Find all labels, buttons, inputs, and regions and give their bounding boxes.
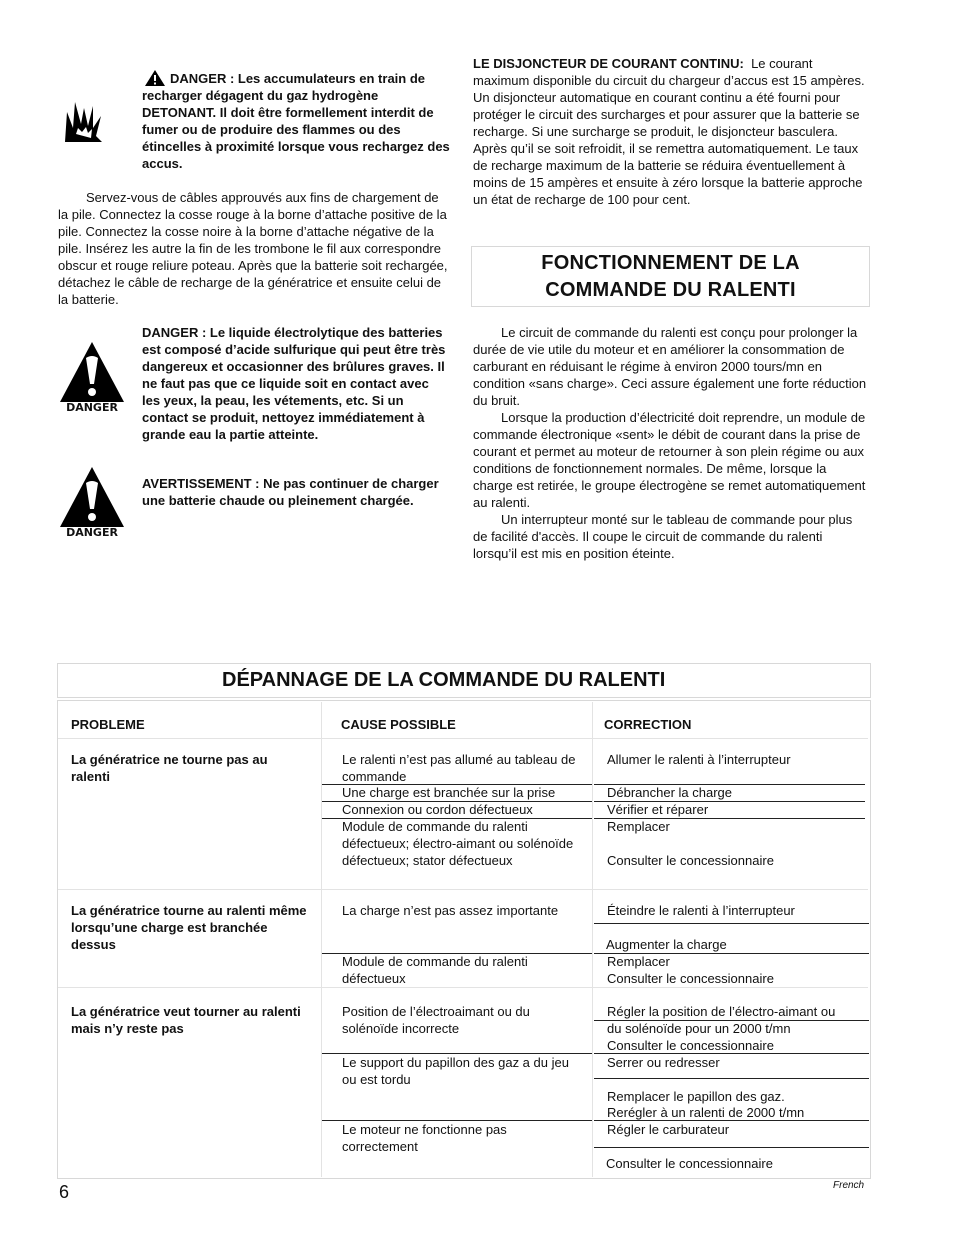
correction-consult-dealer: Consulter le concessionnaire — [606, 1156, 773, 1171]
explosion-icon — [62, 98, 104, 146]
cause-throttle-bracket: Le support du papillon des gaz a du jeu ou est tordu — [342, 1055, 569, 1087]
cause-load-connected: Une charge est branchée sur la prise — [342, 785, 556, 800]
charging-instructions-text: Servez-vous de câbles approuvés aux fins de chargement de la pile. Connectez la cosse rouge à la borne d’attache positive de la pile. Connectez la cosse noire à la borne d’attache négative de la pile. Insérez les autre la fin de les trombone le fil aux correspondre obscur et rouge reliure poteau. Après que la batterie soit rechargée, détachez le câble de recharge de la génératrice et ensuite celui de la batterie. — [58, 190, 448, 307]
cause-bad-connection: Connexion ou cordon défectueux — [342, 802, 533, 817]
problem-does-not-stay-idle: La génératrice veut tourner au ralenti mais n’y reste pas — [71, 1004, 301, 1036]
problem-not-idling: La génératrice ne tourne pas au ralenti — [71, 752, 268, 784]
correction-adjust-solenoid: Régler la position de l’électro-aimant ou — [607, 1004, 836, 1019]
correction-turn-off-idle: Éteindre le ralenti à l’interrupteur — [607, 903, 795, 918]
correction-replace: Remplacer — [607, 954, 670, 969]
danger-electrolyte-notice — [142, 324, 446, 443]
idle-control-title-line2: COMMANDE DU RALENTI — [545, 279, 796, 301]
correction-consult-dealer: Consulter le concessionnaire — [607, 1038, 774, 1053]
problem-idles-under-load: La génératrice tourne au ralenti même lorsqu’une charge est branchée dessus — [71, 903, 307, 952]
idle-control-title — [472, 247, 869, 304]
danger-hydrogen-text: DANGER : Les accumulateurs en train de recharger dégagent du gaz hydrogène DETONANT. Il doit être formellement interdit de fumer ou de produire des flammes ou des étincelles à proximité lorsque vous rechargez des accus. — [142, 71, 450, 171]
troubleshooting-title: DÉPANNAGE DE LA COMMANDE DU RALENTI — [222, 669, 666, 691]
idle-control-title-line1: FONCTIONNEMENT DE LA — [541, 252, 800, 274]
correction-adjust-solenoid-rpm: du solénoïde pour un 2000 t/mn — [607, 1021, 791, 1036]
danger-hydrogen-notice — [142, 70, 450, 172]
cause-solenoid-position: Position de l’électroaimant ou du solénoïde incorrecte — [342, 1004, 530, 1036]
page-number: 6 — [59, 1182, 70, 1202]
danger-icon-label: DANGER — [66, 401, 118, 414]
idle-control-header-box — [471, 246, 870, 307]
correction-turn-on-idle: Allumer le ralenti à l’interrupteur — [607, 752, 791, 767]
breaker-section — [473, 55, 867, 208]
footer-language: French — [833, 1180, 865, 1191]
correction-readjust-idle: Rerégler à un ralenti de 2000 t/mn — [607, 1105, 805, 1120]
breaker-text: Le courant maximum disponible du circuit du chargeur d’accus est 15 ampères. Un disjoncteur automatique en courant continu a été fourni pour protéger le circuit des surcharges et pour assurer que la batterie se recharge. Si une surcharge se produit, le disjoncteur basculera. Après qu’il se soit refroidit, il se remettra automatiquement. Le taux de recharge maximum de la batterie se réduira éventuellement à moins de 15 ampères et ensuite à zéro lorsque la batterie approche un état de recharge de 100 pour cent. — [473, 56, 865, 207]
correction-replace: Remplacer — [607, 819, 670, 834]
idle-para-3: Un interrupteur monté sur le tableau de commande pour plus de facilité d'accès. Il coupe le circuit de commande du ralenti lorsqu’il est mis en position éteinte. — [473, 512, 853, 561]
warning-hot-battery-notice — [142, 475, 442, 509]
idle-control-description — [473, 324, 867, 562]
danger-icon-label: DANGER — [66, 526, 118, 539]
correction-increase-load: Augmenter la charge — [606, 937, 727, 952]
idle-para-1: Le circuit de commande du ralenti est conçu pour prolonger la durée de vie utile du moteur et en améliorer la consommation de carburant en réduisant le régime à environ 2000 tours/mn en condition «sans charge». Ceci assure également une forte réduction du bruit. — [473, 325, 867, 408]
warning-hot-battery-text: AVERTISSEMENT : Ne pas continuer de charger une batterie chaude ou pleinement chargée. — [142, 476, 439, 508]
cause-idle-switch-off: Le ralenti n’est pas allumé au tableau de commande — [342, 752, 576, 784]
cause-faulty-module: Module de commande du ralenti défectueux; électro-aimant ou solénoïde défectueux; stator défectueux — [342, 819, 574, 868]
correction-replace-throttle: Remplacer le papillon des gaz. — [607, 1089, 785, 1104]
correction-consult-dealer: Consulter le concessionnaire — [607, 853, 774, 868]
column-header-problem: PROBLEME — [71, 717, 145, 732]
correction-check-repair: Vérifier et réparer — [607, 802, 709, 817]
column-header-correction: CORRECTION — [604, 717, 692, 732]
column-header-cause: CAUSE POSSIBLE — [341, 717, 456, 732]
idle-para-2: Lorsque la production d’électricité doit reprendre, un module de commande électronique «sent» le débit de courant dans la prise de courant et permet au moteur de retourner à son plein régime ou aux conditions de fonctionnement normales. De même, lorsque la charge est retirée, le groupe électrogène se remet automatiquement au ralenti. — [473, 410, 866, 510]
cause-engine-malfunction: Le moteur ne fonctionne pas correctement — [342, 1122, 507, 1154]
danger-electrolyte-text: DANGER : Le liquide électrolytique des batteries est composé d’acide sulfurique qui peut être très dangereux et occasionner des brûlures graves. Il ne faut pas que ce liquide soit en contact avec les yeux, la peau, les vétements, etc. Si un contact se produit, nettoyez immédiatement à grande eau la partie atteinte. — [142, 325, 446, 442]
danger-icon — [58, 465, 126, 543]
correction-tighten-straighten: Serrer ou redresser — [607, 1055, 720, 1070]
cause-load-too-small: La charge n’est pas assez importante — [342, 903, 559, 918]
correction-unplug-load: Débrancher la charge — [607, 785, 733, 800]
troubleshooting-header-box — [57, 663, 871, 698]
breaker-title: LE DISJONCTEUR DE COURANT CONTINU: — [473, 56, 744, 71]
charging-instructions — [58, 189, 452, 308]
correction-adjust-carburetor: Régler le carburateur — [607, 1122, 730, 1137]
cause-faulty-idle-module: Module de commande du ralenti défectueux — [342, 954, 528, 986]
danger-icon — [58, 340, 126, 418]
correction-consult-dealer: Consulter le concessionnaire — [607, 971, 774, 986]
